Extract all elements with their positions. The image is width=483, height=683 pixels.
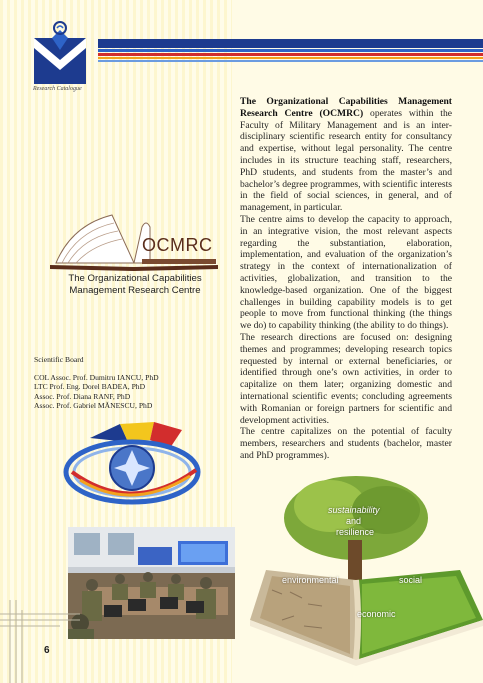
page-number: 6 [44,645,50,656]
board-member: Assoc. Prof. Gabriel MĂNESCU, PhD [34,400,153,410]
ocmrc-subtitle-line-2: Management Research Centre [69,285,201,296]
classroom-photo [68,527,235,639]
article-intro-rest: operates within the Faculty of Military Management and is an inter-disciplinary scientific research entity for consultancy and expertise, without legal personality. The centre includes in its structure teaching staff, researchers, PhD students, and students from the master’s and bachelor’s degree programmes, with scientific interests in the field of social sciences, in general, and of management, in particular. [240,107,453,214]
board-member: LTC Prof. Eng. Dorel BADEA, PhD [34,382,146,392]
board-member: COL Assoc. Prof. Dumitru IANCU, PhD [34,373,159,383]
header-bar-red [98,53,483,56]
header-bar-orange [98,57,483,59]
scientific-board [34,355,234,410]
article-paragraph-1 [240,96,452,214]
header-bar-navy [98,39,483,48]
ocmrc-acronym: OCMRC [142,235,213,255]
university-logo-icon [30,20,90,86]
label-resilience: resilience [336,527,375,537]
decorative-frame-lines [0,600,80,683]
ocmrc-subtitle [40,273,230,297]
label-environmental: environmental [282,575,339,585]
ocmrc-subtitle-line-1: The Organizational Capabilities [68,273,202,284]
label-economic: economic [357,609,396,619]
article-text [240,96,452,462]
header-bar-blue [98,49,483,52]
article-intro-bold: The Organizational Capabilities Management Research Centre (OCMRC) [240,96,452,119]
board-member: Assoc. Prof. Diana RANF, PhD [34,391,131,401]
scientific-board-title: Scientific Board [34,355,84,364]
article-paragraph-3: The research directions are focused on: designing themes and programmes; developing research topics requested by internal or external beneficiaries, or identified through one’s own activities, in order to capitalize on them later; organizing domestic and international scientific events; concluding agreements with Romanian or foreign partners for scientific and development activities. [240,331,452,426]
label-sustainability: sustainability [328,505,380,515]
header-bar-light-blue [98,60,483,62]
label-social: social [399,575,423,585]
article-paragraph-4: The centre capitalizes on the potential of faculty members, researchers and students (bachelor, master and PhD programmes). [240,426,452,461]
research-catalogue-label: Research Catalogue [33,86,82,92]
article-paragraph-2: The centre aims to develop the capacity to approach, in an integrative vision, the most relevant aspects regarding the substantiation, elaboration, implementation, and evaluation of the organization’s strategy in the context of internationalization of activities, globalization, and transition to the knowledge-based organization. One of the biggest challenges in building capability models is to get people to move from functional thinking (the things we do) to capability thinking (the ability to do things). [240,213,452,332]
emblem-eye-icon [62,420,202,512]
label-and: and [346,516,362,526]
sustainability-book-illustration [250,470,483,670]
